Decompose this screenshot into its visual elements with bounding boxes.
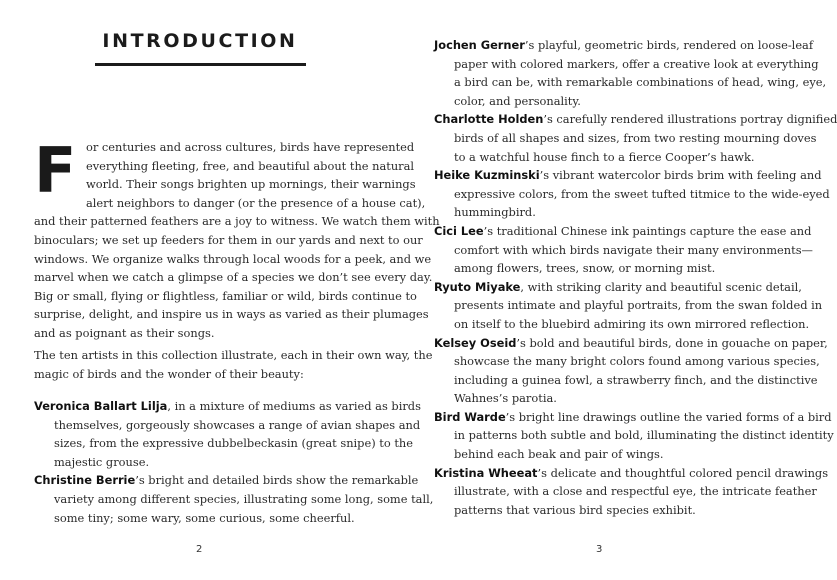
artists-intro-paragraph <box>34 346 433 383</box>
entry-text: ’s carefully rendered illustrations portray dignified <box>543 112 837 127</box>
entry-text: hummingbird. <box>454 205 536 220</box>
artist-name: Jochen Gerner <box>434 38 525 52</box>
text-line: marvel when we catch a glimpse of a species we don’t see every day. <box>34 270 433 285</box>
artist-name: Christine Berrie <box>34 473 136 488</box>
text-line: world. Their songs brighten up mornings, their warnings <box>86 177 416 192</box>
artist-entry <box>434 222 837 278</box>
artist-entry <box>434 464 837 520</box>
entry-text: ’s traditional Chinese ink paintings capture the ease and <box>483 223 812 238</box>
entry-text: ’s bold and beautiful birds, done in gouache on paper, <box>516 335 828 350</box>
entry-text: behind each beak and pair of wings. <box>454 447 664 462</box>
entry-text: among flowers, trees, snow, or morning mist. <box>454 261 716 276</box>
artist-name: Bird Warde <box>434 409 506 424</box>
entry-text: ’s bright line drawings outline the varied forms of a bird <box>505 409 832 424</box>
entry-text: presents intimate and playful portraits, from the swan folded in <box>454 298 823 313</box>
artist-entry <box>434 36 837 110</box>
drop-cap: F <box>34 134 77 207</box>
right-page <box>400 0 837 580</box>
entry-text: ’s vibrant watercolor birds brim with feeling and <box>539 168 822 183</box>
entry-text: variety among different species, illustrating some long, some tall, <box>54 491 434 506</box>
artist-name: Kelsey Oseid <box>434 335 517 350</box>
intro-paragraph <box>34 134 440 343</box>
text-line: Big or small, flying or flightless, familiar or wild, birds continue to <box>34 288 417 303</box>
entry-text: paper with colored markers, offer a creative look at everything <box>454 56 819 71</box>
text-line: magic of birds and the wonder of their beauty: <box>34 366 304 381</box>
artist-name: Veronica Ballart Lilja <box>34 399 168 413</box>
text-line: alert neighbors to danger (or the presence of a house cat), <box>86 195 426 210</box>
artist-entry <box>434 334 837 408</box>
artist-name: Ryuto Miyake <box>434 279 521 294</box>
artist-name: Heike Kuzminski <box>434 168 540 183</box>
entry-text: , with striking clarity and beautiful scenic detail, <box>520 279 802 294</box>
entry-text: a bird can be, with remarkable combinations of head, wing, eye, <box>454 75 827 90</box>
entry-text: to a watchful house finch to a fierce Cooper’s hawk. <box>454 149 755 164</box>
artist-name: Cici Lee <box>434 223 484 238</box>
entry-text: in patterns both subtle and bold, illuminating the distinct identity <box>454 428 834 443</box>
artist-name: Kristina Wheeat <box>434 465 538 480</box>
entry-text: illustrate, with a close and respectful eye, the intricate feather <box>454 484 817 499</box>
entry-text: including a guinea fowl, a strawberry finch, and the distinctive <box>454 372 818 387</box>
entry-text: some tiny; some wary, some curious, some cheerful. <box>54 510 355 525</box>
text-line: surprise, delight, and inspire us in ways as varied as their plumages <box>34 307 429 322</box>
chapter-heading: INTRODUCTION <box>102 30 298 52</box>
artist-list <box>34 397 433 527</box>
entry-text: patterns that various bird species exhibit. <box>454 502 696 517</box>
entry-text: on itself to the bluebird admiring its own mirrored reflection. <box>454 316 810 331</box>
text-line: and their patterned feathers are a joy to witness. We watch them with <box>34 214 440 229</box>
artist-entry <box>34 471 433 527</box>
entry-text: themselves, gorgeously showcases a range of avian shapes and <box>54 417 421 432</box>
entry-text: color, and personality. <box>454 93 581 108</box>
text-line: binoculars; we set up feeders for them in our yards and next to our <box>34 232 423 247</box>
artist-list <box>434 36 837 519</box>
heading-rule <box>95 63 306 66</box>
entry-text: comfort with which birds navigate their many environments— <box>454 242 813 257</box>
text-line: windows. We organize walks through local woods for a peek, and we <box>34 251 432 266</box>
artist-entry <box>434 278 837 334</box>
entry-text: expressive colors, from the sweet tufted titmice to the wide-eyed <box>454 186 830 201</box>
artist-entry <box>434 110 837 166</box>
text-line: or centuries and across cultures, birds have represented <box>86 140 415 154</box>
entry-text: ’s bright and detailed birds show the remarkable <box>135 473 419 488</box>
entry-text: majestic grouse. <box>54 454 150 469</box>
artist-entry <box>34 397 433 471</box>
entry-text: , in a mixture of mediums as varied as birds <box>167 399 421 413</box>
entry-text: ’s playful, geometric birds, rendered on loose-leaf <box>524 38 814 52</box>
text-line: and as poignant as their songs. <box>34 325 215 340</box>
artist-entry <box>434 166 837 222</box>
entry-text: ’s delicate and thoughtful colored pencil drawings <box>537 465 829 480</box>
page-number: 3 <box>596 544 603 555</box>
entry-text: Wahnes’s parotia. <box>454 391 557 406</box>
entry-text: birds of all shapes and sizes, from two resting mourning doves <box>454 130 817 145</box>
entry-text: showcase the many bright colors found among various species, <box>454 354 820 369</box>
artist-entry <box>434 408 837 464</box>
text-line: everything fleeting, free, and beautiful about the natural <box>86 158 415 173</box>
artist-name: Charlotte Holden <box>434 112 544 127</box>
page-number: 2 <box>196 544 203 555</box>
entry-text: sizes, from the expressive dubbelbeckasin (great snipe) to the <box>54 436 413 451</box>
text-line: The ten artists in this collection illustrate, each in their own way, the <box>34 348 433 362</box>
